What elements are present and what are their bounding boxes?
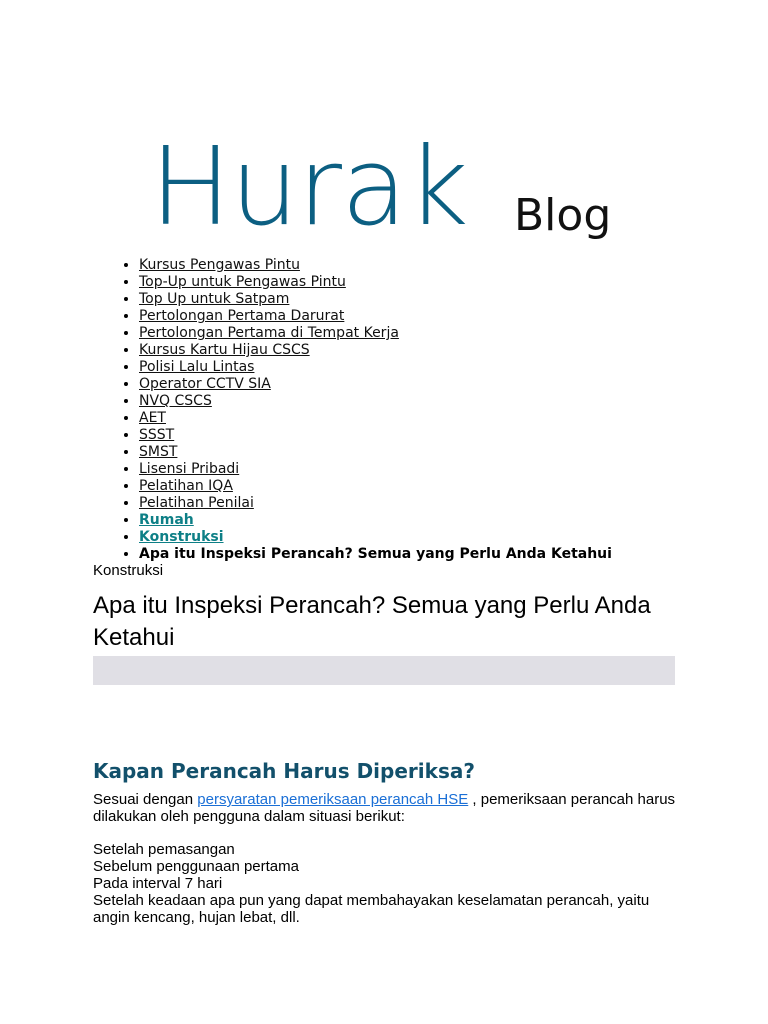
page-title: Apa itu Inspeksi Perancah? Semua yang Perlu Anda Ketahui (93, 592, 651, 651)
nav-item (139, 274, 612, 291)
logo-subtitle: Blog (514, 190, 612, 241)
article-category: Konstruksi (93, 562, 164, 579)
nav-link-ssst[interactable]: SSST (139, 427, 175, 443)
nav-link-topup-pengawas-pintu[interactable]: Top-Up untuk Pengawas Pintu (139, 274, 346, 290)
inspection-situations (93, 841, 683, 926)
nav-item (139, 257, 612, 274)
nav-link-kartu-hijau-cscs[interactable]: Kursus Kartu Hijau CSCS (139, 342, 310, 358)
nav-item (139, 444, 612, 461)
breadcrumb-item (139, 546, 612, 563)
nav-link-smst[interactable]: SMST (139, 444, 178, 460)
nav-link-aet[interactable]: AET (139, 410, 166, 426)
nav-item (139, 478, 612, 495)
nav-link-operator-cctv[interactable]: Operator CCTV SIA (139, 376, 271, 392)
nav-item (139, 342, 612, 359)
nav-item (139, 359, 612, 376)
nav-item (139, 410, 612, 427)
nav-item (139, 393, 612, 410)
nav-item (139, 495, 612, 512)
breadcrumb-item (139, 512, 612, 529)
blog-logo[interactable] (150, 125, 630, 250)
hse-requirements-link[interactable]: persyaratan pemeriksaan perancah HSE (197, 791, 469, 808)
nav-item (139, 308, 612, 325)
nav-link-topup-satpam[interactable]: Top Up untuk Satpam (139, 291, 290, 307)
nav-link-polisi-lalu-lintas[interactable]: Polisi Lalu Lintas (139, 359, 255, 375)
nav-link-pelatihan-iqa[interactable]: Pelatihan IQA (139, 478, 233, 494)
nav-item (139, 427, 612, 444)
breadcrumb-current: Apa itu Inspeksi Perancah? Semua yang Perlu Anda Ketahui (139, 546, 612, 562)
nav-item (139, 325, 612, 342)
situation-line: Setelah pemasangan (93, 841, 235, 858)
breadcrumb-item (139, 529, 612, 546)
nav-link-pelatihan-penilai[interactable]: Pelatihan Penilai (139, 495, 254, 511)
section-heading: Kapan Perancah Harus Diperiksa? (93, 759, 475, 783)
intro-paragraph (93, 791, 683, 825)
situation-line: Sebelum penggunaan pertama (93, 858, 299, 875)
nav-link-pertolongan-tempat-kerja[interactable]: Pertolongan Pertama di Tempat Kerja (139, 325, 399, 341)
nav-link-lisensi-pribadi[interactable]: Lisensi Pribadi (139, 461, 240, 477)
nav-item (139, 376, 612, 393)
featured-image (93, 656, 675, 685)
intro-text-before: Sesuai dengan (93, 791, 198, 808)
nav-link-nvq-cscs[interactable]: NVQ CSCS (139, 393, 212, 409)
logo-wordmark: Hurak (150, 125, 468, 250)
breadcrumb-home-link[interactable]: Rumah (139, 512, 194, 528)
nav-link-pertolongan-darurat[interactable]: Pertolongan Pertama Darurat (139, 308, 345, 324)
nav-link-kursus-pengawas-pintu[interactable]: Kursus Pengawas Pintu (139, 257, 300, 273)
situation-line: Setelah keadaan apa pun yang dapat membahayakan keselamatan perancah, yaitu angin kencang, hujan lebat, dll. (93, 892, 650, 926)
nav-item (139, 461, 612, 478)
intro-text-after: , pemeriksaan perancah harus dilakukan oleh pengguna dalam situasi berikut: (93, 791, 676, 825)
situation-line: Pada interval 7 hari (93, 875, 223, 892)
nav-list (93, 257, 612, 563)
breadcrumb-category-link[interactable]: Konstruksi (139, 529, 224, 545)
nav-item (139, 291, 612, 308)
